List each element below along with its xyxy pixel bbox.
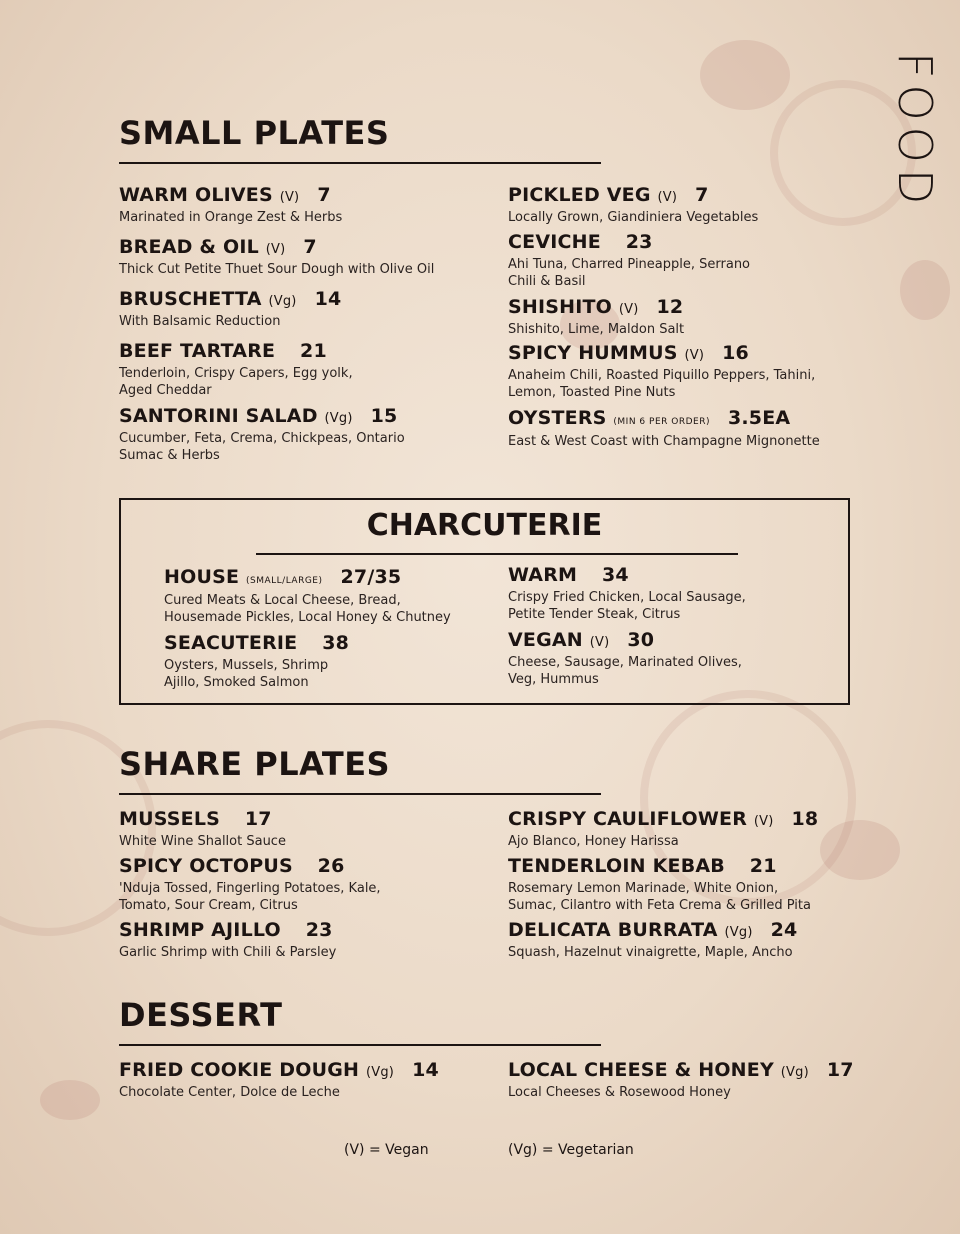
menu-item [164, 632, 364, 691]
item-price: 3.5EA [727, 407, 791, 429]
item-description: Squash, Hazelnut vinaigrette, Maple, Ancho [508, 945, 793, 960]
item-description: Locally Grown, Giandiniera Vegetables [508, 210, 759, 225]
dessert-rule [119, 1044, 601, 1046]
menu-item [508, 919, 868, 961]
diet-tag: (Vg) [324, 411, 353, 426]
menu-item [508, 808, 868, 850]
item-name: BREAD & OIL [119, 236, 259, 258]
item-description: Ahi Tuna, Charred Pineapple, Serrano Chili & Basil [508, 257, 751, 289]
menu-item [508, 1059, 868, 1101]
legend-vegetarian: (Vg) = Vegetarian [508, 1142, 634, 1158]
item-price: 18 [791, 808, 819, 830]
menu-item [508, 184, 868, 226]
item-name: CRISPY CAULIFLOWER [508, 808, 748, 830]
item-price: 17 [244, 808, 272, 830]
item-price: 14 [412, 1059, 439, 1081]
menu-item [508, 296, 868, 338]
item-description: Shishito, Lime, Maldon Salt [508, 322, 685, 337]
small-plates-title: SMALL PLATES [119, 114, 390, 152]
item-name: SPICY HUMMUS [508, 342, 678, 364]
diet-tag: (V) [279, 190, 300, 205]
share-plates-rule [119, 793, 601, 795]
item-description: Crispy Fried Chicken, Local Sausage, Petite Tender Steak, Citrus [508, 590, 746, 622]
menu-item [164, 566, 454, 626]
menu-item [119, 1059, 479, 1101]
item-name: FRIED COOKIE DOUGH [119, 1059, 360, 1081]
item-name: SEACUTERIE [164, 632, 298, 654]
menu-item [508, 855, 818, 914]
menu-item [119, 184, 479, 226]
item-price: 14 [314, 288, 342, 310]
item-price: 30 [627, 629, 655, 651]
diet-tag: (V) [618, 302, 639, 317]
menu-item [508, 564, 748, 623]
item-name: BEEF TARTARE [119, 340, 276, 362]
item-description: Oysters, Mussels, Shrimp Ajillo, Smoked Salmon [164, 658, 329, 690]
item-name: LOCAL CHEESE & HONEY [508, 1059, 774, 1081]
item-price: 12 [656, 296, 684, 318]
share-plates-title: SHARE PLATES [119, 745, 391, 783]
menu-item [508, 407, 838, 450]
item-name: SPICY OCTOPUS [119, 855, 293, 877]
wine-stain [40, 1080, 100, 1120]
item-price: 38 [322, 632, 350, 654]
diet-tag: (V) [684, 348, 705, 363]
charcuterie-title: CHARCUTERIE [366, 508, 603, 543]
item-price: 16 [722, 342, 749, 364]
item-price: 17 [826, 1059, 854, 1081]
item-description: Local Cheeses & Rosewood Honey [508, 1085, 731, 1100]
menu-item [119, 405, 419, 464]
item-price: 23 [625, 231, 653, 253]
item-description: Marinated in Orange Zest & Herbs [119, 210, 343, 225]
item-price: 23 [305, 919, 333, 941]
small-plates-rule [119, 162, 601, 164]
item-name: OYSTERS [508, 407, 607, 429]
item-name: HOUSE [164, 566, 240, 588]
item-price: 21 [300, 340, 327, 362]
item-name: VEGAN [508, 629, 583, 651]
item-description: Anaheim Chili, Roasted Piquillo Peppers, Tahini, Lemon, Toasted Pine Nuts [508, 368, 816, 400]
wine-stain [900, 260, 950, 320]
item-description: Thick Cut Petite Thuet Sour Dough with Olive Oil [119, 262, 435, 277]
item-price: 15 [370, 405, 398, 427]
menu-item [119, 236, 479, 278]
diet-tag: (V) [657, 190, 678, 205]
diet-tag: (Vg) [724, 925, 753, 940]
diet-tag: (Vg) [780, 1065, 809, 1080]
item-description: With Balsamic Reduction [119, 314, 281, 329]
item-description: Garlic Shrimp with Chili & Parsley [119, 945, 337, 960]
item-name: MUSSELS [119, 808, 221, 830]
item-price: 21 [749, 855, 777, 877]
item-price: 7 [317, 184, 331, 206]
item-description: Cheese, Sausage, Marinated Olives, Veg, Hummus [508, 655, 742, 687]
item-description: Tenderloin, Crispy Capers, Egg yolk, Aged Cheddar [119, 366, 353, 398]
item-name: DELICATA BURRATA [508, 919, 718, 941]
item-description: Chocolate Center, Dolce de Leche [119, 1085, 340, 1100]
wine-stain [700, 40, 790, 110]
diet-tag: (Vg) [268, 294, 297, 309]
item-price: 7 [695, 184, 709, 206]
charcuterie-rule [256, 553, 738, 555]
item-name: TENDERLOIN KEBAB [508, 855, 725, 877]
item-name: SHRIMP AJILLO [119, 919, 281, 941]
diet-tag: (V) [753, 814, 774, 829]
item-name: SHISHITO [508, 296, 613, 318]
diet-tag: (Vg) [365, 1065, 395, 1080]
diet-tag: (V) [589, 635, 610, 650]
item-description: White Wine Shallot Sauce [119, 834, 286, 849]
dessert-title: DESSERT [119, 996, 283, 1034]
item-price: 34 [601, 564, 629, 586]
legend-vegan: (V) = Vegan [344, 1142, 429, 1158]
item-name: BRUSCHETTA [119, 288, 262, 310]
item-name: CEVICHE [508, 231, 601, 253]
item-name: WARM [508, 564, 578, 586]
menu-item [119, 340, 364, 399]
diet-tag: (V) [265, 242, 286, 257]
item-price: 7 [303, 236, 317, 258]
item-price: 27/35 [340, 566, 402, 588]
item-description: Cucumber, Feta, Crema, Chickpeas, Ontario Sumac & Herbs [119, 431, 405, 463]
item-name: SANTORINI SALAD [119, 405, 318, 427]
food-tab-label: FOOD [888, 52, 942, 211]
menu-item [508, 629, 743, 688]
menu-item [508, 231, 763, 290]
item-name: WARM OLIVES [119, 184, 273, 206]
item-price: 26 [317, 855, 345, 877]
item-name: PICKLED VEG [508, 184, 651, 206]
diet-tag: (MIN 6 PER ORDER) [613, 417, 710, 427]
menu-item [119, 808, 479, 850]
menu-item [508, 342, 818, 401]
menu-item [119, 855, 394, 914]
menu-item [119, 288, 479, 330]
item-price: 24 [770, 919, 798, 941]
item-description: Cured Meats & Local Cheese, Bread, Housemade Pickles, Local Honey & Chutney [164, 593, 451, 625]
menu-item [119, 919, 479, 961]
item-description: East & West Coast with Champagne Mignonette [508, 434, 820, 449]
diet-tag: (SMALL/LARGE) [245, 576, 323, 586]
item-description: 'Nduja Tossed, Fingerling Potatoes, Kale, Tomato, Sour Cream, Citrus [119, 881, 381, 913]
item-description: Rosemary Lemon Marinade, White Onion, Sumac, Cilantro with Feta Crema & Grilled Pita [508, 881, 811, 913]
item-description: Ajo Blanco, Honey Harissa [508, 834, 679, 849]
